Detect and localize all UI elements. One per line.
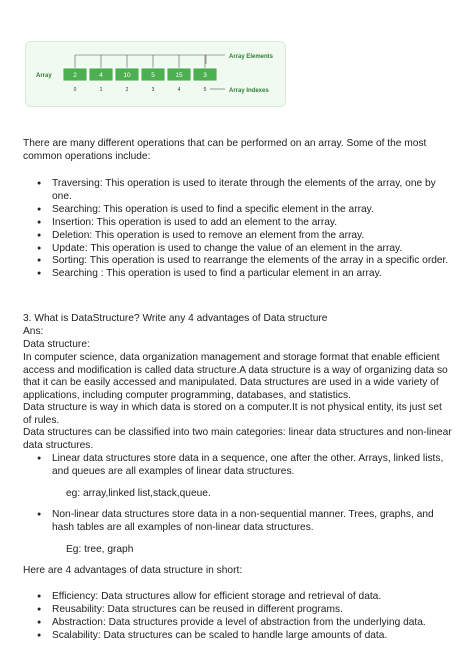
array-label: Array	[36, 73, 52, 79]
list-item: ● Reusability: Data structures can be reused in different programs.	[37, 604, 457, 617]
intro-text: There are many different operations that can be performed on an array. Some of the most common operations include:	[23, 138, 427, 162]
operations-list	[37, 178, 457, 281]
list-item: ● Efficiency: Data structures allow for efficient storage and retrieval of data.	[37, 591, 457, 604]
list-item: ● Sorting: This operation is used to rearrange the elements of the array in a specific order.	[37, 255, 457, 268]
array-cell-value: 2	[73, 72, 77, 79]
linear-list	[37, 453, 457, 479]
array-diagram	[25, 41, 286, 107]
array-index-label: 0	[73, 87, 77, 93]
linear-example: eg: array,linked list,stack,queue.	[66, 488, 211, 499]
array-cell-value: 10	[123, 72, 131, 79]
list-item: ● Insertion: This operation is used to add an element to the array.	[37, 217, 457, 230]
ans-label: Ans:	[23, 326, 44, 337]
list-item-linear: ● Linear data structures store data in a sequence, one after the other. Arrays, linked lists, and queues are all examples of linear data structures.	[37, 453, 457, 479]
array-index-label: 5	[203, 87, 207, 93]
list-item-nonlinear: ● Non-linear data structures store data in a non-sequential manner. Trees, graphs, and hash tables are all examples of non-linear data structures.	[37, 509, 457, 535]
array-index-label: 1	[99, 87, 103, 93]
advantages-list	[37, 591, 457, 643]
question-text: 3. What is DataStructure? Write any 4 advantages of Data structure	[23, 313, 328, 324]
array-cell-value: 3	[203, 72, 207, 79]
ds-heading: Data structure:	[23, 339, 90, 350]
array-cell-value: 4	[99, 72, 103, 79]
nonlinear-list	[37, 509, 457, 535]
paragraph-1: In computer science, data organization management and storage format that enable efficient access and modification is called data structure.A data structure is a way of organizing data so that it can be easily accessed and manipulated. Data structures are used in a wide variety of applications, including computer programming, databases, and statistics.	[23, 352, 448, 401]
array-elements-label: Array Elements	[229, 54, 274, 60]
paragraph-2: Data structure is way in which data is stored on a computer.It is not physical entity, its just set of rules.	[23, 402, 442, 426]
array-indexes-label: Array Indexes	[229, 88, 269, 94]
advantages-intro: Here are 4 advantages of data structure in short:	[23, 565, 243, 576]
nonlinear-example: Eg: tree, graph	[66, 544, 134, 555]
array-cell-value: 15	[175, 72, 183, 79]
list-item: ● Traversing: This operation is used to iterate through the elements of the array, one by one.	[37, 178, 457, 204]
list-item: ● Abstraction: Data structures provide a level of abstraction from the underlying data.	[37, 617, 457, 630]
list-item: ● Searching: This operation is used to find a specific element in the array.	[37, 204, 457, 217]
list-item: ● Update: This operation is used to change the value of an element in the array.	[37, 243, 457, 256]
array-index-label: 4	[177, 87, 181, 93]
array-diagram-svg	[26, 42, 287, 108]
array-index-label: 2	[125, 87, 129, 93]
array-cell-value: 5	[151, 72, 155, 79]
paragraph-3: Data structures can be classified into two main categories: linear data structures and non-linear data structures.	[23, 427, 452, 451]
array-index-label: 3	[151, 87, 155, 93]
list-item: ● Searching : This operation is used to find a particular element in an array.	[37, 268, 457, 281]
list-item: ● Scalability: Data structures can be scaled to handle large amounts of data.	[37, 630, 457, 643]
list-item: ● Deletion: This operation is used to remove an element from the array.	[37, 230, 457, 243]
